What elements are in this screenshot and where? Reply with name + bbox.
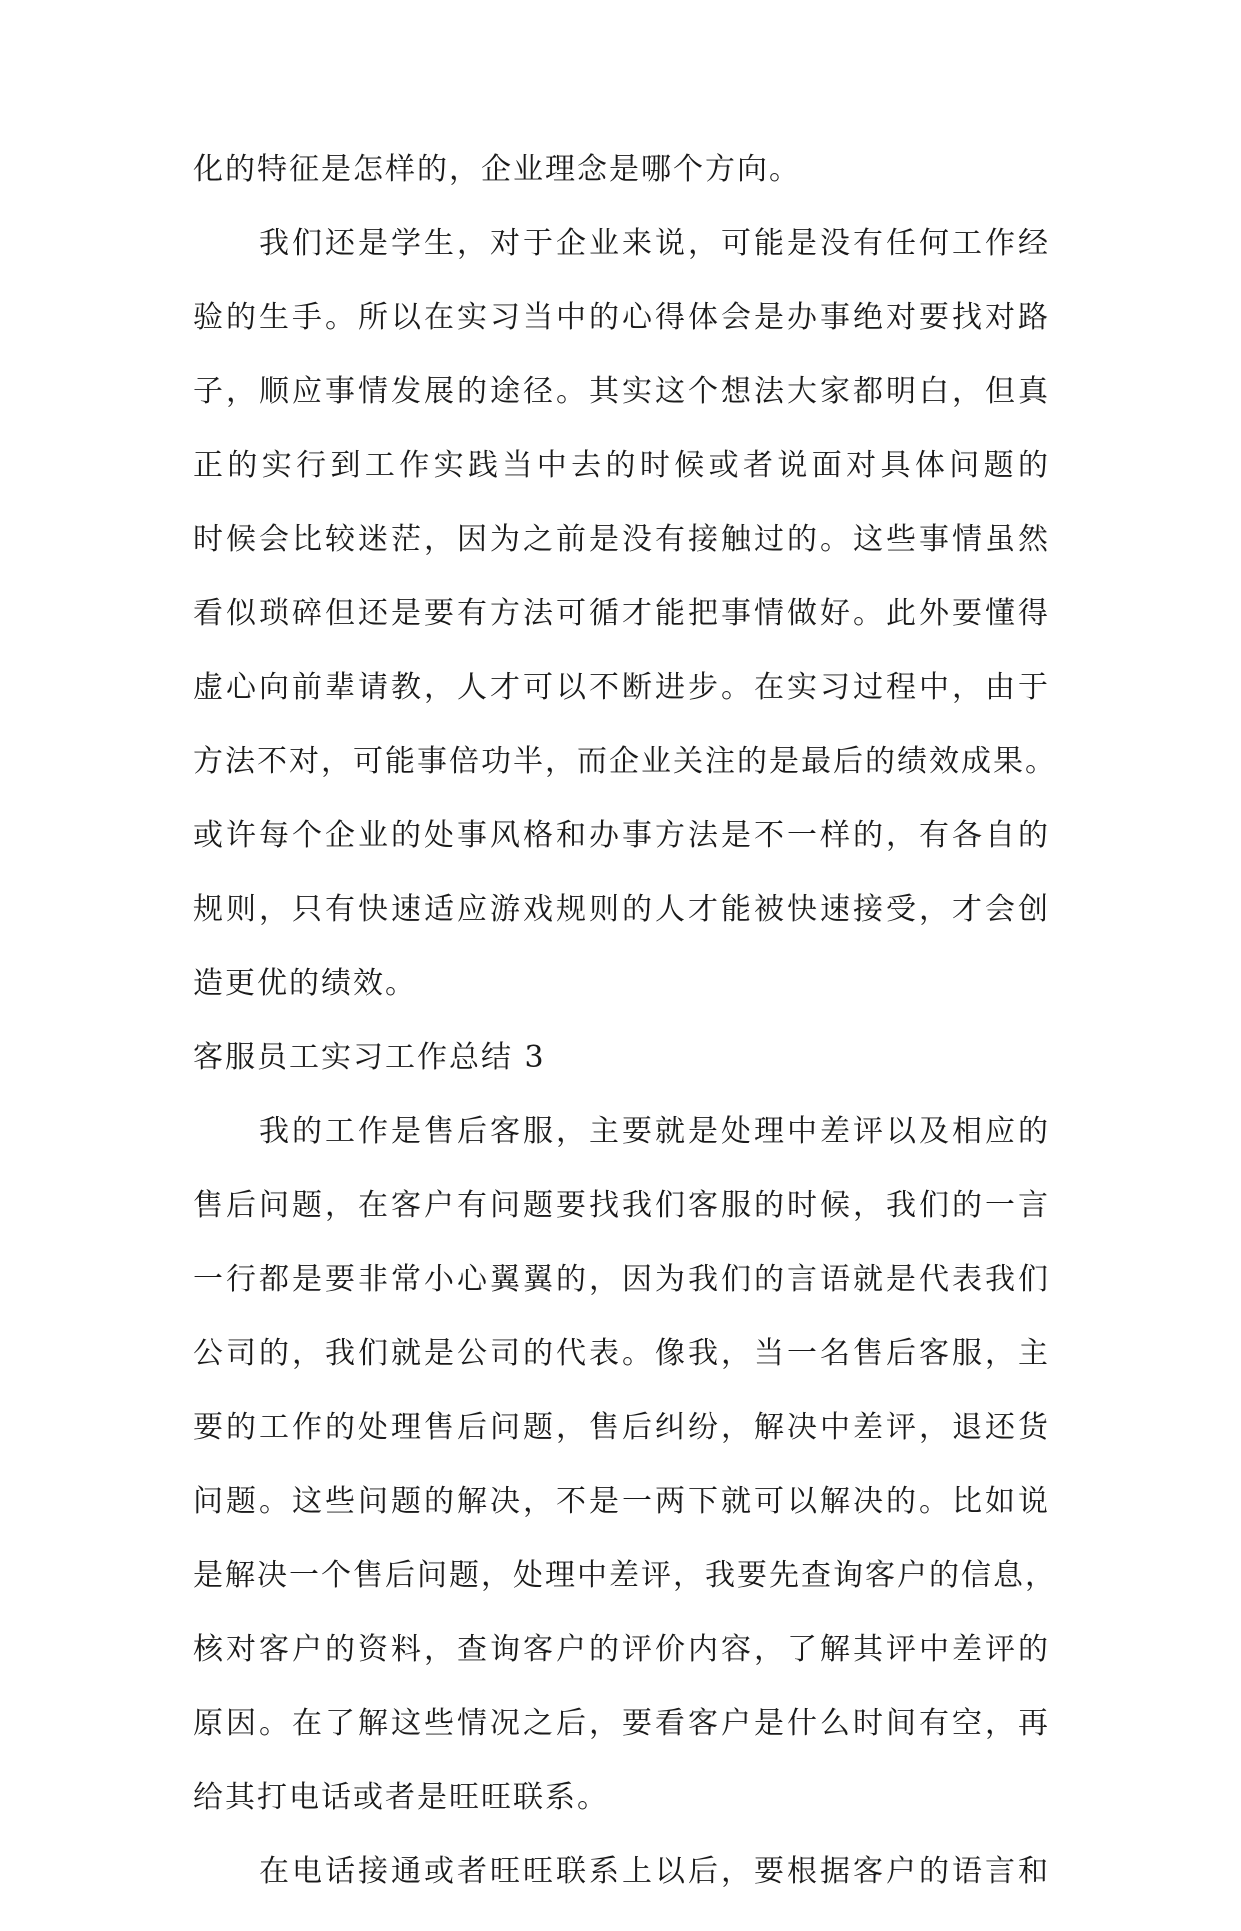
section-heading: 客服员工实习工作总结 3 bbox=[193, 1040, 546, 1075]
text-line: 虚心向前辈请教，人才可以不断进步。在实习过程中，由于 bbox=[193, 670, 1050, 705]
text-line: 问题。这些问题的解决，不是一两下就可以解决的。比如说 bbox=[193, 1484, 1050, 1519]
document-body bbox=[193, 152, 1057, 1931]
text-line: 在电话接通或者旺旺联系上以后，要根据客户的语言和 bbox=[259, 1854, 1050, 1889]
text-line: 看似琐碎但还是要有方法可循才能把事情做好。此外要懂得 bbox=[193, 596, 1050, 631]
text-line: 或许每个企业的处事风格和办事方法是不一样的，有各自的 bbox=[193, 818, 1050, 853]
text-line: 正的实行到工作实践当中去的时候或者说面对具体问题的 bbox=[193, 448, 1050, 483]
text-line: 化的特征是怎样的，企业理念是哪个方向。 bbox=[193, 152, 801, 187]
text-line: 规则，只有快速适应游戏规则的人才能被快速接受，才会创 bbox=[193, 892, 1050, 927]
text-line: 要的工作的处理售后问题，售后纠纷，解决中差评，退还货 bbox=[193, 1410, 1050, 1445]
text-line: 子，顺应事情发展的途径。其实这个想法大家都明白，但真 bbox=[193, 374, 1050, 409]
text-line: 公司的，我们就是公司的代表。像我，当一名售后客服，主 bbox=[193, 1336, 1050, 1371]
text-line: 原因。在了解这些情况之后，要看客户是什么时间有空，再 bbox=[193, 1706, 1050, 1741]
text-line: 我们还是学生，对于企业来说，可能是没有任何工作经 bbox=[259, 226, 1050, 261]
text-line: 是解决一个售后问题，处理中差评，我要先查询客户的信息， bbox=[193, 1558, 1057, 1593]
text-line: 售后问题，在客户有问题要找我们客服的时候，我们的一言 bbox=[193, 1188, 1050, 1223]
text-line: 我的工作是售后客服，主要就是处理中差评以及相应的 bbox=[259, 1114, 1050, 1149]
text-line: 造更优的绩效。 bbox=[193, 966, 417, 1001]
text-line: 方法不对，可能事倍功半，而企业关注的是最后的绩效成果。 bbox=[193, 744, 1057, 779]
text-line: 验的生手。所以在实习当中的心得体会是办事绝对要找对路 bbox=[193, 300, 1050, 335]
text-line: 时候会比较迷茫，因为之前是没有接触过的。这些事情虽然 bbox=[193, 522, 1050, 557]
text-line: 一行都是要非常小心翼翼的，因为我们的言语就是代表我们 bbox=[193, 1262, 1050, 1297]
text-line: 给其打电话或者是旺旺联系。 bbox=[193, 1780, 609, 1815]
text-line: 核对客户的资料，查询客户的评价内容，了解其评中差评的 bbox=[193, 1632, 1050, 1667]
